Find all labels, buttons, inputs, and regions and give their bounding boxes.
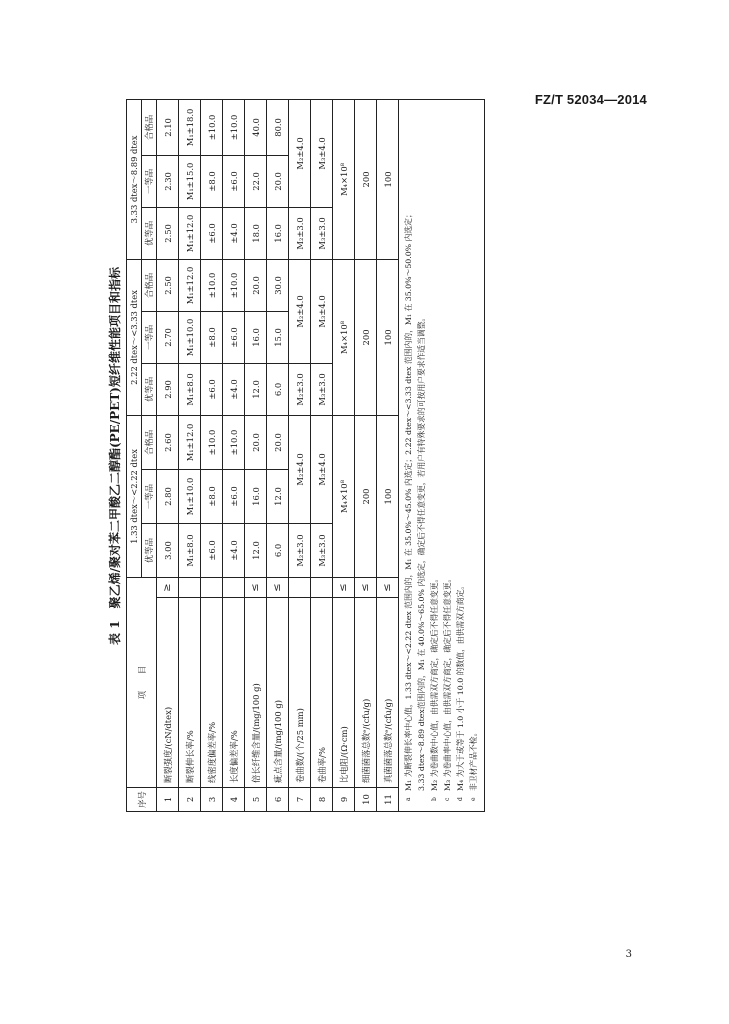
value-cell: ±10.0 <box>223 99 245 155</box>
header-group-2: 2.22 dtex～<3.33 dtex <box>127 259 142 415</box>
row-limit-sign <box>201 578 223 598</box>
value-cell: 16.0 <box>245 311 267 363</box>
value-cell: M₁±12.0 <box>179 259 201 311</box>
properties-table <box>126 99 485 812</box>
footnote-mark: b <box>431 797 438 801</box>
value-cell: 12.0 <box>245 363 267 415</box>
header-grade: 一等品 <box>142 470 157 524</box>
row-limit-sign <box>311 578 333 598</box>
value-cell: ±8.0 <box>201 311 223 363</box>
value-cell: 2.50 <box>157 259 179 311</box>
value-cell: 100 <box>377 415 399 577</box>
page-number: 3 <box>625 949 632 960</box>
value-cell: M₄×10⁸ <box>333 415 355 577</box>
value-cell: ±6.0 <box>201 363 223 415</box>
footnote-text: M₁ 为断裂伸长率中心值，1.33 dtex～<2.22 dtex 范围内的，M₁ 在 35.0%～45.0% 内选定；2.22 dtex～<3.33 dtex 范围内的，M₁ 在 35.0%～50.0% 内选定； <box>404 210 413 791</box>
row-item: 断裂伸长率/% <box>179 598 201 788</box>
footnote-text: M₄ 为大于或等于 1.0 小于 10.0 的数值，由供需双方商定。 <box>456 581 465 791</box>
value-cell: 3.00 <box>157 524 179 578</box>
value-cell: M₁±10.0 <box>179 470 201 524</box>
value-cell: 200 <box>355 99 377 259</box>
value-cell: ±8.0 <box>201 470 223 524</box>
value-cell: 16.0 <box>267 207 289 259</box>
value-cell: M₂±4.0 <box>289 99 311 207</box>
footnote-text: M₂ 为卷曲数中心值，由供需双方商定，确定后不得任意变更。 <box>430 574 439 791</box>
table-row <box>333 99 355 811</box>
table-row <box>223 99 245 811</box>
row-limit-sign: ≤ <box>267 578 289 598</box>
value-cell: 20.0 <box>267 155 289 207</box>
value-cell: 2.30 <box>157 155 179 207</box>
value-cell: ±4.0 <box>223 363 245 415</box>
value-cell: 2.90 <box>157 363 179 415</box>
row-item: 疵点含量/(mg/100 g) <box>267 598 289 788</box>
footnote-mark: c <box>444 797 451 801</box>
value-cell: M₁±10.0 <box>179 311 201 363</box>
value-cell: M₁±18.0 <box>179 99 201 155</box>
table-row <box>289 99 311 811</box>
value-cell: M₂±4.0 <box>289 415 311 523</box>
footnote-mark: a <box>405 797 412 801</box>
value-cell: M₃±4.0 <box>311 259 333 363</box>
row-number: 8 <box>311 788 333 812</box>
row-limit-sign <box>223 578 245 598</box>
rotated-table-area <box>102 100 627 812</box>
value-cell: ±6.0 <box>223 155 245 207</box>
value-cell: 18.0 <box>245 207 267 259</box>
value-cell: 2.80 <box>157 470 179 524</box>
row-limit-sign: ≥ <box>157 578 179 598</box>
row-number: 6 <box>267 788 289 812</box>
value-cell: 12.0 <box>245 524 267 578</box>
header-grade: 优等品 <box>142 207 157 259</box>
row-item: 倍长纤维含量/(mg/100 g) <box>245 598 267 788</box>
footnote-mark: d <box>457 797 464 801</box>
value-cell: 15.0 <box>267 311 289 363</box>
value-cell: 6.0 <box>267 524 289 578</box>
row-item: 卷曲数/(个/25 mm) <box>289 598 311 788</box>
value-cell: 22.0 <box>245 155 267 207</box>
value-cell: 16.0 <box>245 470 267 524</box>
table-row <box>267 99 289 811</box>
value-cell: 100 <box>377 259 399 415</box>
header-group-3: 3.33 dtex～8.89 dtex <box>127 99 142 259</box>
row-number: 9 <box>333 788 355 812</box>
value-cell: M₃±3.0 <box>311 363 333 415</box>
value-cell: 30.0 <box>267 259 289 311</box>
row-number: 5 <box>245 788 267 812</box>
footnote-text: M₃ 为卷曲率中心值，由供需双方商定，确定后不得任意变更。 <box>443 574 452 791</box>
value-cell: ±10.0 <box>201 99 223 155</box>
footnote-row <box>399 99 485 811</box>
row-item: 细菌菌落总数ᵉ/(cfu/g) <box>355 598 377 788</box>
row-item: 真菌菌落总数ᵉ/(cfu/g) <box>377 598 399 788</box>
value-cell: 6.0 <box>267 363 289 415</box>
value-cell: M₁±8.0 <box>179 524 201 578</box>
value-cell: M₁±8.0 <box>179 363 201 415</box>
table-row <box>179 99 201 811</box>
value-cell: 2.70 <box>157 311 179 363</box>
footnote <box>467 104 480 801</box>
footnote <box>454 104 467 801</box>
value-cell: ±10.0 <box>223 415 245 469</box>
row-number: 7 <box>289 788 311 812</box>
header-grade: 一等品 <box>142 155 157 207</box>
value-cell: 200 <box>355 259 377 415</box>
value-cell: M₂±4.0 <box>289 259 311 363</box>
row-item: 卷曲率/% <box>311 598 333 788</box>
value-cell: ±4.0 <box>223 524 245 578</box>
value-cell: M₁±12.0 <box>179 207 201 259</box>
table-row <box>311 99 333 811</box>
value-cell: 2.50 <box>157 207 179 259</box>
header-grade: 合格品 <box>142 99 157 155</box>
value-cell: M₃±4.0 <box>311 415 333 523</box>
value-cell: ±10.0 <box>201 259 223 311</box>
header-grade: 优等品 <box>142 524 157 578</box>
footnote <box>402 104 415 801</box>
value-cell: 100 <box>377 99 399 259</box>
value-cell: ±4.0 <box>223 207 245 259</box>
value-cell: M₃±3.0 <box>311 524 333 578</box>
value-cell: M₂±3.0 <box>289 524 311 578</box>
row-limit-sign: ≤ <box>377 578 399 598</box>
row-limit-sign <box>289 578 311 598</box>
table-row <box>355 99 377 811</box>
value-cell: ±6.0 <box>223 311 245 363</box>
row-item: 比电阻/(Ω·cm) <box>333 598 355 788</box>
footnote-mark: e <box>470 797 477 801</box>
row-item: 线密度偏差率/% <box>201 598 223 788</box>
header-grade: 合格品 <box>142 259 157 311</box>
value-cell: 200 <box>355 415 377 577</box>
footnote-text: 非卫材产品不检。 <box>469 728 478 791</box>
row-number: 2 <box>179 788 201 812</box>
footnote <box>428 104 441 801</box>
value-cell: M₄×10⁸ <box>333 99 355 259</box>
row-item: 长度偏差率/% <box>223 598 245 788</box>
header-grade: 优等品 <box>142 363 157 415</box>
value-cell: ±10.0 <box>223 259 245 311</box>
value-cell: ±6.0 <box>201 524 223 578</box>
value-cell: M₁±15.0 <box>179 155 201 207</box>
footnote-text: 3.33 dtex～8.89 dtex范围内的，M₁ 在 40.0%～65.0% 内选定，确定后不得任意变更，若用户有特殊要求的可按用户要求作适当调整。 <box>417 313 426 791</box>
row-number: 4 <box>223 788 245 812</box>
header-grade: 合格品 <box>142 415 157 469</box>
value-cell: 40.0 <box>245 99 267 155</box>
row-number: 1 <box>157 788 179 812</box>
header-item: 项 目 <box>127 578 157 788</box>
row-limit-sign: ≤ <box>355 578 377 598</box>
table-caption <box>102 100 128 812</box>
value-cell: 80.0 <box>267 99 289 155</box>
value-cell: ±10.0 <box>201 415 223 469</box>
row-number: 3 <box>201 788 223 812</box>
table-row <box>245 99 267 811</box>
row-limit-sign <box>179 578 201 598</box>
table-row <box>201 99 223 811</box>
row-number: 10 <box>355 788 377 812</box>
value-cell: M₁±12.0 <box>179 415 201 469</box>
value-cell: 20.0 <box>245 415 267 469</box>
value-cell: M₃±3.0 <box>311 207 333 259</box>
value-cell: M₂±3.0 <box>289 363 311 415</box>
value-cell: ±8.0 <box>201 155 223 207</box>
value-cell: ±6.0 <box>201 207 223 259</box>
value-cell: 20.0 <box>267 415 289 469</box>
footnote <box>415 104 428 801</box>
table-row <box>157 99 179 811</box>
value-cell: 2.10 <box>157 99 179 155</box>
row-item: 断裂强度/(cN/dtex) <box>157 598 179 788</box>
table-number: 表 1 <box>108 620 122 645</box>
value-cell: 2.60 <box>157 415 179 469</box>
table-title: 聚乙烯/聚对苯二甲酸乙二醇酯(PE/PET)短纤维性能项目和指标 <box>108 267 122 609</box>
value-cell: M₂±3.0 <box>289 207 311 259</box>
value-cell: 20.0 <box>245 259 267 311</box>
footnotes <box>399 99 485 811</box>
value-cell: 12.0 <box>267 470 289 524</box>
value-cell: M₄×10⁸ <box>333 259 355 415</box>
table-row <box>377 99 399 811</box>
footnote <box>441 104 454 801</box>
table-body <box>157 99 485 811</box>
standard-code: FZ/T 52034—2014 <box>534 92 647 107</box>
row-limit-sign: ≤ <box>333 578 355 598</box>
header-seq: 序号 <box>127 788 157 812</box>
row-limit-sign: ≤ <box>245 578 267 598</box>
value-cell: ±6.0 <box>223 470 245 524</box>
row-number: 11 <box>377 788 399 812</box>
header-grade: 一等品 <box>142 311 157 363</box>
header-group-1: 1.33 dtex～<2.22 dtex <box>127 415 142 577</box>
value-cell: M₃±4.0 <box>311 99 333 207</box>
